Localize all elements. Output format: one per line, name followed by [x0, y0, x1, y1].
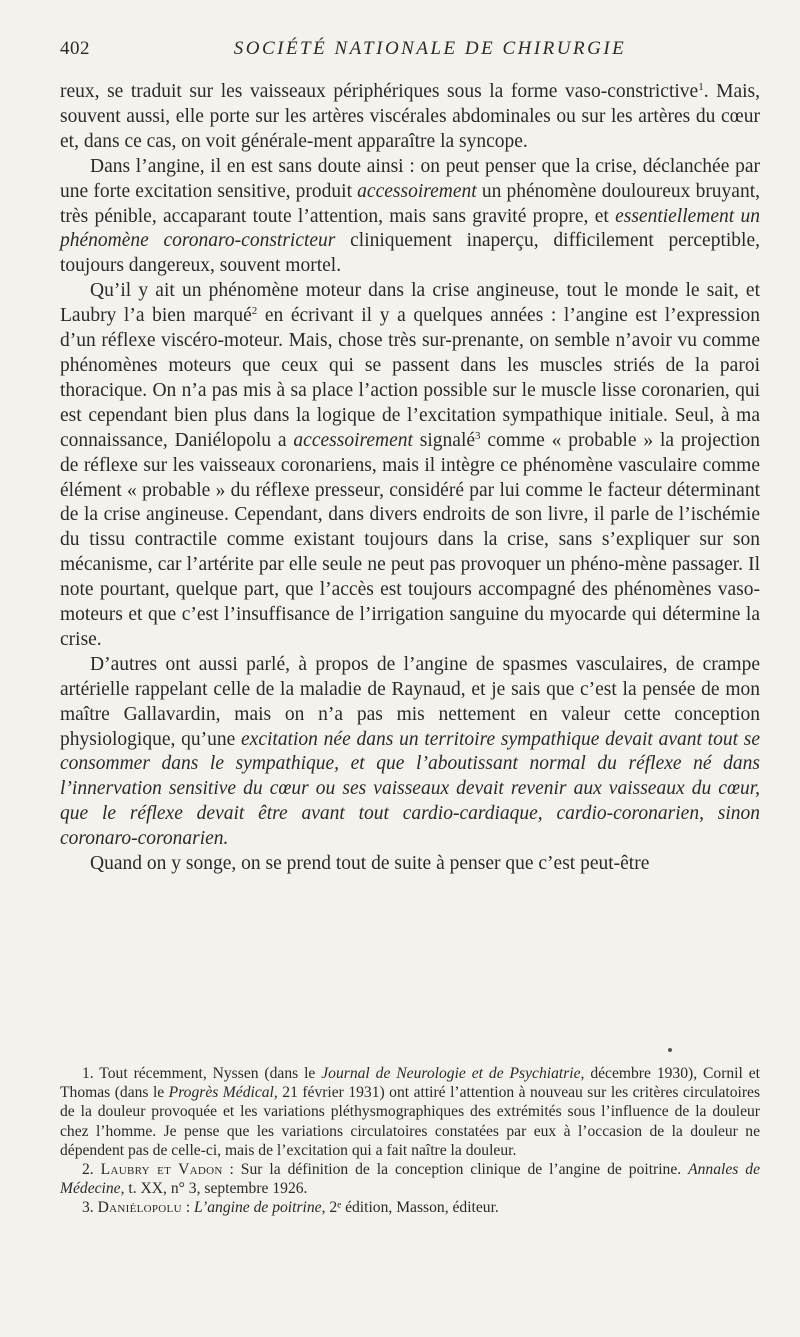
footnotes [60, 1064, 760, 1218]
footnote-2 [60, 1160, 760, 1198]
footnote-ref-3: 3 [475, 429, 481, 442]
text-span: , t. XX, n° 3, septembre 1926. [120, 1180, 308, 1198]
text-span: 3. [82, 1199, 98, 1217]
text-span: 1. Tout récemment, Nyssen (dans le [82, 1065, 322, 1082]
footnote-1 [60, 1064, 760, 1160]
text-span: Quand on y songe, on se prend tout de suite à penser que c’est peut-être [90, 853, 650, 875]
italic-span: essentiellement un phénomène coronaro-constricteur [60, 205, 760, 252]
page-header [60, 38, 760, 64]
text-span: cliniquement inaperçu, difficilement perceptible, toujours dangereux, souvent mortel. [60, 230, 760, 277]
running-head: SOCIÉTÉ NATIONALE DE CHIRURGIE [233, 38, 627, 59]
text-span: : [181, 1199, 194, 1217]
italic-span: Journal de Neurologie et de Psychiatrie [321, 1065, 581, 1082]
text-span: , 2ᵉ édition, Masson, éditeur. [321, 1199, 499, 1217]
paragraph-1 [60, 80, 760, 155]
paragraph-4 [60, 653, 760, 852]
footnote-ref-2: 2 [251, 305, 258, 318]
text-span: Dans l’angine, il en est sans doute ainsi : on peut penser que la crise, déclanchée par une forte excitation sensitive, produit [60, 155, 760, 202]
text-span: comme « probable » la projection de réflexe sur les vaisseaux coronariens, mais il intègre ce phénomène vasculaire comme élément « probable » du réflexe presseur, considéré par lui comme le facteur déterminant de la crise angineuse. Cependant, dans divers endroits de son livre, il parle de l’ischémie du tissu contractile comme existant toujours dans la crise, sans s’expliquer sur son mécanisme, car l’artérite par elle seule ne peut pas provoquer un phéno-mène passager. Il note pourtant, quelque part, que l’accès est toujours accompagné des phénomènes vaso-moteurs et que c’est l’insuffisance de l’irrigation sanguine du myocarde qui détermine la crise. [60, 429, 761, 650]
paragraph-2 [60, 155, 760, 280]
italic-span: accessoirement [293, 429, 413, 451]
text-span: signalé [412, 429, 476, 451]
italic-span: accessoirement [357, 180, 477, 202]
text-span: : Sur la définition de la conception clinique de l’angine de poitrine. [222, 1161, 689, 1179]
footnote-separator-mark [668, 1048, 672, 1052]
text-span: reux, se traduit sur les vaisseaux périphériques sous la forme vaso-constrictive [60, 81, 699, 102]
footnote-3 [60, 1198, 760, 1217]
italic-span: excitation née dans un territoire sympathique devait avant tout se consommer dans le sympathique, et que l’aboutissant normal du réflexe né dans l’innervation sensitive du cœur ou ses vaisseaux devait revenir aux vaisseaux du cœur, que le réflexe devait être avant tout cardio-cardiaque, cardio-coronarien, sinon coronaro-coronarien. [60, 728, 760, 850]
paragraph-5 [60, 852, 760, 877]
italic-span: L’angine de poitrine [193, 1199, 322, 1217]
author-names: Daniélopolu [97, 1199, 182, 1217]
text-span: 2. [82, 1161, 101, 1179]
author-names: Laubry et Vadon [100, 1161, 223, 1179]
text-span: , 21 février 1931) ont attiré l’attention à nouveau sur les critères circulatoires de la douleur provoquée et les variations pléthysmographiques des extrémités sous l’influence de la douleur chez l’homme. Je pense que les variations circulatoires constatées par eux à l’occasion de la douleur ne dépendent pas de celle-ci, mais de l’excitation qui a fait naître la douleur. [60, 1084, 761, 1159]
text-span: , décembre 1930), Cornil et Thomas (dans le [60, 1065, 760, 1102]
footnote-ref-1: 1 [698, 81, 704, 93]
page-number: 402 [60, 38, 90, 59]
paragraph-3 [60, 279, 760, 653]
text-span: un phénomène douloureux bruyant, très pénible, accaparant toute l’attention, mais sans gravité propre, et [60, 180, 761, 227]
text-span: Qu’il y ait un phénomène moteur dans la crise angineuse, tout le monde le sait, et Laubry l’a bien marqué [60, 280, 760, 327]
italic-span: Annales de Médecine [60, 1161, 760, 1198]
text-span: . Mais, souvent aussi, elle porte sur les artères viscérales abdominales ou sur les artères du cœur et, dans ce cas, on voit générale-ment apparaître la syncope. [60, 81, 760, 152]
italic-span: Progrès Médical [168, 1084, 274, 1102]
text-span: D’autres ont aussi parlé, à propos de l’angine de spasmes vasculaires, de crampe artérielle rappelant celle de la maladie de Raynaud, et je sais que c’est la pensée de mon maître Gallavardin, mais on n’a pas mis nettement en valeur cette conception physiologique, qu’une [60, 653, 760, 750]
text-span: en écrivant il y a quelques années : l’angine est l’expression d’un réflexe viscéro-moteur. Mais, chose très sur-prenante, on semble n’avoir vu comme phénomènes moteurs que ceux qui se passent dans les muscles striés de la paroi thoracique. On n’a pas mis à sa place l’action possible sur le muscle lisse coronarien, qui est cependant bien plus dans la logique de l’excitation sympathique initiale. Seul, à ma connaissance, Daniélopolu a [60, 305, 761, 451]
body-text [60, 80, 760, 877]
